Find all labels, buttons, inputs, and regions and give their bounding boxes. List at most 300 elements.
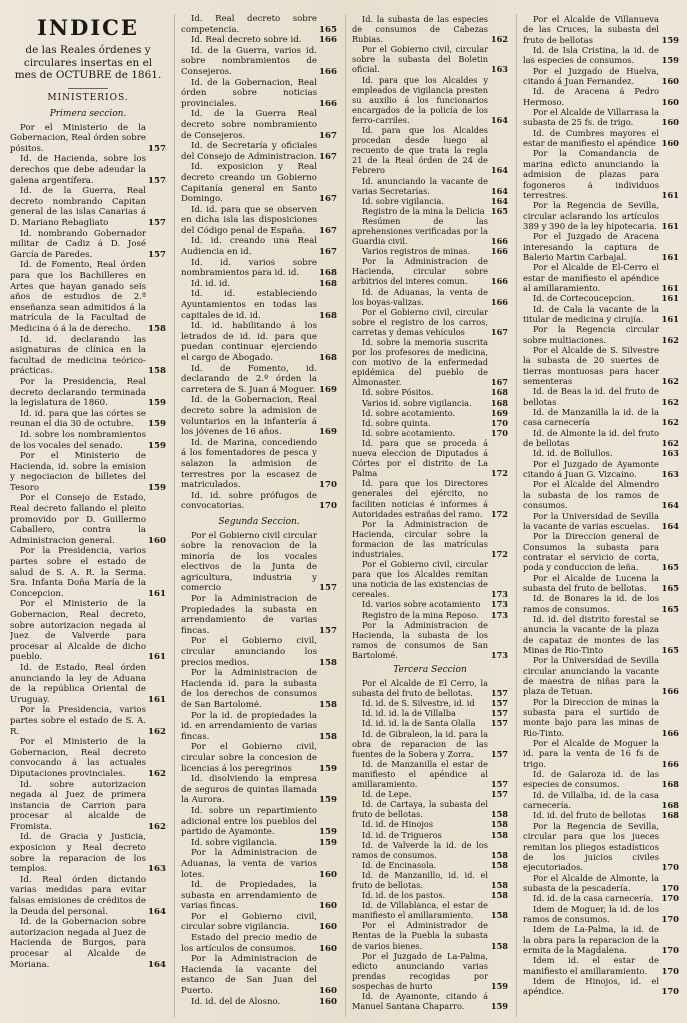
entry-text: Por la Universidad de Sevilla la vacante de varias escuelas. — [523, 510, 659, 531]
entry-text: Por la Administracion de Aduanas, la venta de varios lotes. — [181, 848, 317, 880]
index-entry — [523, 86, 679, 107]
index-entry — [352, 398, 508, 408]
entry-text: Por la Administracion de Hacienda id. para la subasta de los derechos de consumos de San Bartolomé. — [181, 668, 317, 710]
index-entry — [10, 546, 166, 599]
entry-text: Por el Administrador de Rentas de la Puebla la subasta de varios bienes. — [352, 920, 488, 951]
entry-text: Id. id. creando una Real Audiencia en id. — [181, 236, 317, 258]
entry-page-number: 170 — [490, 417, 508, 428]
index-entry — [181, 258, 337, 279]
entry-page-number: 161 — [661, 189, 679, 200]
entry-text: Por el Alcalde de Lucena la subasta del fruto de bellotas. — [523, 572, 659, 593]
entry-text: Por la Regencia circular sobre multiaciones. — [523, 324, 659, 345]
entry-text: Por la Administracion de Hacienda la vacante del estanco de San Juan del Puerto. — [181, 954, 317, 997]
entry-page-number: 158 — [490, 829, 508, 840]
entry-text: Id. para que los Alcaldes procedan desde luego al recuento de que trata la regla 21 de la Real órden de 24 de Febrero — [352, 125, 488, 176]
entry-text: Por la Direccion general de Consumos la subasta para contratar el servicio de corta, poda y conduccion de leña. — [523, 531, 659, 573]
entry-page-number: 167 — [319, 225, 337, 236]
index-entry — [10, 599, 166, 663]
entry-page-number: 165 — [661, 582, 679, 593]
entry-text: Por la id. de propiedades la id. en arrendamiento de varias fincas. — [181, 710, 317, 742]
entry-page-number: 161 — [148, 652, 166, 663]
entry-text: Por la Administracion de Propiedades la subasta en arrendamiento de varias fincas. — [181, 594, 317, 636]
index-entry — [523, 976, 679, 997]
entry-page-number: 168 — [319, 353, 337, 363]
entry-page-number: 169 — [319, 384, 337, 395]
entry-text: Id. id. para que se observen en dicha isla las disposiciones del Código penal de España. — [181, 204, 317, 236]
entry-text: Id. anunciando la vacante de varias Secretarías. — [352, 175, 488, 196]
section-title-primera: Primera seccion. — [49, 109, 127, 120]
index-entry — [352, 14, 508, 44]
entry-text: Por el Gobierno civil, circular sobre el registro de los carros, carretas y demas vehículos — [352, 306, 488, 337]
index-entry — [523, 262, 679, 293]
entry-page-number: 168 — [490, 387, 508, 398]
entry-text: Id. id. id. la de Santa Olalla — [362, 718, 476, 729]
entry-page-number: 158 — [490, 940, 508, 951]
entry-text: Id. de Ayamonte, citando á Manuel Santana Chaparro. — [352, 991, 488, 1012]
entry-text: Id. sobre vigilancia. — [362, 195, 444, 206]
index-entry — [523, 407, 679, 428]
entry-page-number: 162 — [148, 768, 166, 779]
index-entry — [10, 154, 166, 186]
entry-page-number: 158 — [319, 657, 337, 668]
entry-text: Id. id. de la casa carnecería. — [533, 893, 654, 904]
entry-text: Registro de la mina Reposo. — [362, 609, 479, 620]
entry-text: Por el Ministerio de la Gobernacion, Real órden sobre pósitos. — [10, 122, 146, 154]
entry-page-number: 160 — [661, 138, 679, 149]
index-entry — [523, 697, 679, 738]
entry-page-number: 162 — [490, 34, 508, 45]
entry-page-number: 158 — [319, 731, 337, 742]
entry-page-number: 157 — [148, 175, 166, 186]
entry-page-number: 158 — [490, 879, 508, 890]
index-entry — [10, 705, 166, 737]
entry-text: Registro de la mina la Delicia — [362, 205, 485, 216]
entry-page-number: 166 — [661, 758, 679, 769]
entry-page-number: 170 — [661, 893, 679, 904]
entry-text: Id. de Cartaya, la subasta del fruto de bellotas. — [352, 799, 488, 820]
entry-page-number: 170 — [661, 913, 679, 924]
entry-page-number: 157 — [490, 748, 508, 759]
index-entry — [352, 729, 508, 759]
index-entry — [181, 321, 337, 363]
entry-page-number: 161 — [661, 282, 679, 293]
entry-text: Id. de la Guerra Real decreto sobre nombramiento de Consejeros. — [181, 109, 317, 141]
index-entry — [523, 293, 679, 303]
entry-text: Id. id. del fruto de bellotas — [533, 810, 646, 821]
entry-page-number: 168 — [319, 268, 337, 279]
index-entry — [352, 307, 508, 337]
entry-page-number: 164 — [661, 500, 679, 511]
entry-list — [352, 14, 508, 1011]
entry-page-number: 170 — [661, 986, 679, 997]
index-entry — [352, 991, 508, 1011]
index-entry — [181, 997, 337, 1008]
index-entry — [352, 830, 508, 840]
index-entry — [181, 279, 337, 290]
index-entry — [181, 141, 337, 162]
entry-text: Id. sobre un repartimiento adicional entre los pueblos del partido de Ayamonte. — [181, 805, 317, 838]
index-entry — [523, 655, 679, 696]
entry-text: Id. sobre acotamiento. — [362, 427, 456, 438]
column-4 — [516, 14, 679, 1017]
entry-text: Idem de La-Palma, la id. de la obra para la reparacion de la ermita de la Magdalena. — [523, 924, 659, 955]
index-entry — [352, 408, 508, 418]
index-entry — [523, 324, 679, 345]
index-entry — [181, 35, 337, 46]
entry-page-number: 158 — [490, 819, 508, 830]
entry-text: Id. de Fomento, Real órden para que los Bachilleres en Artes que hayan ganado seis años de estudios de 2.ª enseñanza sean admitidos á la matrícula de la Facultad de Medicina ó á la de derecho. — [10, 260, 146, 334]
entry-page-number: 164 — [661, 520, 679, 531]
entry-text: Por el Alcalde del Almendro la subasta de los ramos de consumos. — [523, 479, 659, 511]
entry-text: Id. id. de Trigueros — [362, 829, 442, 840]
index-entry — [10, 451, 166, 493]
entry-page-number: 163 — [661, 448, 679, 459]
entry-text: Id. de la Gobernacion sobre autorizacion negada al Juez de Hacienda de Burgos, para procesar al Alcalde de Moriana. — [10, 917, 146, 970]
index-entry — [352, 951, 508, 991]
entry-text: Id. sobre los nombramientos de los vocales del senado. — [10, 429, 146, 451]
index-entry — [523, 511, 679, 532]
entry-page-number: 162 — [148, 726, 166, 737]
entry-page-number: 172 — [490, 508, 508, 519]
index-entry — [352, 337, 508, 387]
entry-page-number: 157 — [319, 583, 337, 594]
entry-page-number: 157 — [319, 625, 337, 636]
entry-text: Id. de Bonares la id. de los ramos de consumos. — [523, 593, 659, 614]
entry-text: Por la Presidencia, varios partes sobre el estado de S. A. R. — [10, 705, 146, 737]
index-entry — [352, 428, 508, 438]
entry-list — [523, 14, 679, 997]
index-entry — [352, 819, 508, 829]
entry-text: Por el Gobierno civil, circular sobre vigilancia. — [181, 911, 317, 933]
entry-page-number: 157 — [148, 249, 166, 260]
entry-text: Id. de Manzanilla el estar de manifiesto el apéndice al amillaramiento. — [352, 758, 488, 790]
entry-text: Id. sobre vigilancia. — [191, 837, 278, 848]
entry-page-number: 157 — [148, 143, 166, 154]
index-entry — [10, 737, 166, 779]
index-entry — [181, 742, 337, 774]
index-entry — [523, 128, 679, 149]
index-entry — [10, 917, 166, 970]
index-entry — [523, 614, 679, 655]
entry-text: Por el Alcalde de Almonte, la subasta de la pescadería. — [523, 872, 659, 893]
index-entry — [352, 75, 508, 125]
section-title: Tercera Seccion — [393, 665, 467, 675]
index-entry — [181, 806, 337, 838]
entry-text: Id. sobre quinta. — [362, 417, 431, 428]
entry-text: Por la Presidencia, Real decreto declarando terminada la legislatura de 1860. — [10, 376, 146, 409]
index-entry — [523, 769, 679, 790]
entry-page-number: 165 — [490, 205, 508, 216]
index-entry — [523, 200, 679, 231]
index-entry — [523, 148, 679, 200]
entry-text: Por el Gobierno civil circular sobre la renovacion de la minoría de los vocales electivos de la Junta de agricultura, industria y comercio — [181, 530, 317, 594]
entry-text: Id. de Gibraleon, la id. para la obra de reparacion de las fuentes de la Sobera y Zorra. — [352, 728, 488, 759]
index-entry — [352, 438, 508, 478]
index-entry — [523, 573, 679, 594]
entry-text: Id. de Encinasola. — [362, 859, 437, 870]
index-entry — [181, 395, 337, 437]
entry-page-number: 161 — [661, 220, 679, 231]
entry-page-number: 159 — [319, 795, 337, 806]
entry-text: Por el Gobierno civil, circular sobre la concesion de licencias á los peregrinos — [181, 742, 317, 774]
entry-text: Id. varios sobre acotamiento — [362, 599, 481, 610]
index-entry — [352, 840, 508, 860]
entry-text: Id. para que los Alcaldes y empleados de vigilancia presten su auxilio á los funcionarios encargados de la policía de los ferro-carriles. — [352, 74, 488, 125]
entry-page-number: 168 — [661, 810, 679, 821]
entry-page-number: 164 — [490, 195, 508, 206]
entry-page-number: 170 — [319, 501, 337, 512]
index-entry — [181, 78, 337, 110]
index-entry — [352, 678, 508, 698]
entry-page-number: 170 — [661, 965, 679, 976]
entry-text: Id. de Fomento, id. declarando de 2.º órden la carretera de S. Juan á Moguer. — [181, 363, 317, 395]
entry-text: Por el Alcalde de Moguer la id. para la venta de 16 fs de trigo. — [523, 738, 659, 769]
page-subtitle: de las Reales órdenes y circulares insertas en el mes de OCTUBRE de 1861. — [14, 44, 162, 81]
entry-text: Por el Gobierno civil, circular para que los Alcaldes remitan una noticia de las existencias de cereales. — [352, 559, 488, 600]
index-entry — [352, 256, 508, 286]
entry-text: Id. de Beas la id. del fruto de bellotas — [523, 386, 659, 407]
entry-page-number: 159 — [661, 55, 679, 66]
entry-text: Por el Ministerio de la Gobernacion, Real decreto convocando á las actuales Diputaciones provinciales. — [10, 737, 146, 779]
entry-page-number: 173 — [490, 589, 508, 600]
entry-page-number: 172 — [490, 468, 508, 479]
entry-page-number: 162 — [661, 376, 679, 387]
index-entry — [352, 698, 508, 708]
page-title: INDICE — [37, 15, 139, 40]
index-entry — [523, 924, 679, 955]
index-entry — [10, 875, 166, 917]
entry-text: Varios registros de minas. — [362, 246, 471, 257]
entry-page-number: 168 — [319, 310, 337, 321]
entry-page-number: 172 — [490, 548, 508, 559]
entry-page-number: 168 — [661, 779, 679, 790]
index-entry — [523, 66, 679, 87]
entry-page-number: 170 — [490, 427, 508, 438]
entry-text: Id. de Gracia y Justicia, exposicion y Real decreto sobre la reparacion de los templos. — [10, 832, 146, 875]
entry-page-number: 157 — [490, 708, 508, 719]
index-entry — [10, 430, 166, 451]
entry-text: Idem id. el estar de manifiesto el amillaramiento. — [523, 955, 659, 976]
entry-text: Idem de Moguer, la id. de los ramos de consumos. — [523, 903, 659, 924]
entry-page-number: 165 — [661, 562, 679, 573]
entry-text: Id. id. de Bollullos. — [533, 448, 613, 459]
entry-text: Id. sobre acotamiento. — [362, 407, 456, 418]
entry-text: Id. id. estableciendo Ayuntamientos en todas las capitales de id. id. — [181, 289, 317, 321]
index-entry — [181, 438, 337, 491]
entry-page-number: 159 — [661, 34, 679, 45]
entry-page-number: 166 — [319, 98, 337, 109]
entry-page-number: 159 — [148, 440, 166, 451]
entry-page-number: 167 — [319, 194, 337, 205]
entry-text: Id. de Cortecoucepcion. — [533, 293, 635, 304]
index-entry — [523, 593, 679, 614]
index-entry — [523, 873, 679, 894]
index-entry — [181, 594, 337, 636]
entry-page-number: 173 — [490, 609, 508, 620]
index-entry — [181, 933, 337, 954]
entry-page-number: 157 — [490, 698, 508, 709]
entry-text: Por la Administracion de Hacienda, circular sobre la formacion de las matrículas industriales. — [352, 518, 488, 559]
entry-page-number: 167 — [490, 326, 508, 337]
index-entry — [352, 387, 508, 397]
entry-page-number: 161 — [148, 588, 166, 599]
entry-page-number: 158 — [490, 849, 508, 860]
entry-text: Varios id. sobre vigilancia. — [362, 397, 472, 408]
section-title: Segunda Seccion. — [218, 516, 300, 527]
entry-page-number: 168 — [319, 278, 337, 289]
entry-page-number: 161 — [661, 251, 679, 262]
index-entry — [181, 205, 337, 237]
entry-page-number: 160 — [319, 943, 337, 954]
entry-page-number: 170 — [319, 480, 337, 491]
index-entry — [352, 559, 508, 599]
index-entry — [181, 912, 337, 933]
entry-text: Id. de la Gobernacion, Real órden sobre noticias provinciales. — [181, 77, 317, 109]
entry-text: Id. disolviendo la empresa de seguros de quintas llamada la Aurora. — [181, 774, 317, 806]
entry-text: Por la Direccion de minas la subasta para el surtido de monte bajo para las minas de Rio-Tinto. — [523, 696, 659, 738]
entry-page-number: 168 — [490, 397, 508, 408]
entry-text: Por el Gobierno civil, circular sobre la subasta del Boletin oficial. — [352, 44, 488, 75]
entry-page-number: 160 — [319, 922, 337, 933]
index-entry — [352, 708, 508, 718]
entry-page-number: 157 — [490, 718, 508, 729]
index-entry — [181, 289, 337, 321]
entry-text: Id. de Almonte la id. del fruto de bellotas — [523, 427, 659, 449]
entry-text: Por la Administracion de Hacienda, la subasta de los ramos de consumos de San Bartolomé. — [352, 619, 488, 660]
entry-text: Por el Consejo de Estado, Real decreto fallando el pleito promovido por D. Guillermo Caballero, contra la Administracion general. — [10, 493, 146, 546]
entry-text: Por el Ministerio de Hacienda, id. sobre la emision y negociacion de billetes del Tesoro — [10, 451, 146, 493]
entry-page-number: 164 — [148, 906, 166, 917]
entry-page-number: 170 — [661, 882, 679, 893]
entry-text: Id. de Manzanillo, id. id. el fruto de bellotas. — [352, 869, 488, 890]
index-entry — [352, 246, 508, 256]
entry-text: Id. de Aracena á Pedro Hermoso. — [523, 86, 659, 107]
entry-page-number: 162 — [661, 417, 679, 428]
entry-text: Por la Universidad de Sevilla circular anunciando la vacante de maestra de niñas para la plaza de Tetuan. — [523, 655, 659, 697]
index-entry — [352, 176, 508, 196]
entry-text: Id. id. del distrito forestal se anuncia la vacante de la plaza de capataz de montes de las Minas de Rio-Tinto — [523, 613, 659, 655]
index-entry — [181, 848, 337, 880]
entry-text: Id. nombrando Gobernador militar de Cadiz á D. José García de Paredes. — [10, 228, 146, 260]
index-entry — [181, 364, 337, 396]
entry-text: Id. id. declarando las asignaturas de clínica en la facultad de medicina teórico-prácticas. — [10, 334, 146, 377]
entry-page-number: 160 — [661, 76, 679, 87]
entry-text: Id. de la Guerra, Real decreto nombrando Capitan general de las islas Canarias á D. Mariano Rebagliato — [10, 186, 146, 229]
entry-page-number: 162 — [148, 821, 166, 832]
index-entry — [523, 904, 679, 925]
entry-page-number: 160 — [319, 869, 337, 880]
index-entry — [523, 790, 679, 811]
entry-page-number: 173 — [490, 649, 508, 660]
entry-page-number: 158 — [490, 859, 508, 870]
entry-page-number: 165 — [661, 644, 679, 655]
index-entry — [523, 231, 679, 262]
index-entry — [352, 44, 508, 74]
entry-page-number: 158 — [490, 890, 508, 901]
index-entry — [523, 531, 679, 572]
entry-page-number: 159 — [319, 763, 337, 774]
entry-page-number: 157 — [490, 779, 508, 790]
entry-page-number: 164 — [490, 114, 508, 125]
index-entry — [352, 216, 508, 246]
index-entry — [523, 738, 679, 769]
entry-page-number: 162 — [661, 396, 679, 407]
ministry-heading: MINISTERIOS. — [47, 92, 129, 103]
entry-text: Id. de Cala la vacante de la titular de medicina y cirujía. — [523, 303, 659, 324]
index-entry — [523, 479, 679, 510]
index-entry — [352, 519, 508, 559]
entry-page-number: 160 — [661, 117, 679, 128]
entry-page-number: 160 — [319, 996, 337, 1007]
entry-page-number: 163 — [148, 864, 166, 875]
index-entry — [10, 409, 166, 430]
index-entry — [352, 620, 508, 660]
index-entry — [10, 663, 166, 705]
index-entry — [181, 46, 337, 78]
entry-text: Id. de Isla Cristina, la id. de las especies de consumos. — [523, 45, 659, 66]
index-entry — [181, 636, 337, 668]
entry-text: Id. de Villalba, id. de la casa carnecería. — [523, 789, 659, 811]
entry-page-number: 166 — [319, 35, 337, 46]
entry-text: Id. de Estado, Real órden anunciando la ley de Aduana de la república Oriental de Uruguay. — [10, 662, 146, 705]
entry-text: Por el Alcalde de S. Silvestre la subasta de 20 suertes de tierras montuosas para hacer sementeras — [523, 345, 659, 387]
entry-text: Por la Presidencia, varios partes sobre el estado de salud de S. A. R. la Serma. Sra. Infanta Doña María de la Concepcion. — [10, 546, 146, 599]
entry-page-number: 162 — [661, 334, 679, 345]
entry-page-number: 169 — [319, 427, 337, 438]
entry-page-number: 158 — [490, 910, 508, 921]
index-entry — [10, 186, 166, 228]
entry-text: Id. de Marina, concediendo á los fomentadores de pesca y salazon la admision de terrestres por la escasez de matriculados. — [181, 437, 317, 491]
index-entry — [523, 45, 679, 66]
entry-text: Id. id. id. la de Villalba — [362, 708, 456, 719]
index-entry — [523, 810, 679, 820]
index-entry — [181, 491, 337, 512]
entry-text: Por la Regencia de Sevilla, circular para que los jueces remitan los pliegos estadísticos de los juicios civiles ejecutoriados. — [523, 820, 659, 873]
entry-page-number: 166 — [661, 686, 679, 697]
index-entry — [352, 789, 508, 799]
entry-page-number: 169 — [490, 407, 508, 418]
index-entry — [523, 14, 679, 45]
title-divider — [68, 88, 108, 89]
entry-page-number: 159 — [319, 837, 337, 848]
entry-page-number: 164 — [490, 165, 508, 176]
entry-page-number: 163 — [661, 469, 679, 480]
index-entry — [10, 335, 166, 377]
entry-text: Por la Regencia de Sevilla, circular aclarando los artículos 389 y 390 de la ley hipotecaria. — [523, 200, 659, 231]
entry-page-number: 159 — [490, 980, 508, 991]
entry-page-number: 173 — [490, 599, 508, 610]
index-entry — [352, 478, 508, 518]
entry-list — [181, 14, 337, 1007]
entry-text: Por la Comandancia de marina edicto anunciando la admision de plazas para fogoneros á individuos terrestres. — [523, 148, 659, 200]
entry-page-number: 161 — [148, 694, 166, 705]
entry-text: Id. de Cumbres mayores el estar de manifiesto el apéndice — [523, 127, 659, 149]
index-entry — [10, 780, 166, 833]
entry-page-number: 170 — [661, 862, 679, 873]
entry-page-number: 157 — [148, 218, 166, 229]
index-entry — [352, 418, 508, 428]
index-entry — [352, 125, 508, 175]
entry-text: Por el Ministerio de la Gobernacion, Real decreto, sobre autorizacion negada al Juez de Valverde para procesar al Alcalde de dicho pueblo. — [10, 599, 146, 663]
entry-text: Id. exposicion y Real decreto creando un Gobierno Capitanía general en Santo Domingo. — [181, 162, 317, 205]
entry-page-number: 161 — [661, 293, 679, 304]
index-entry — [10, 493, 166, 546]
index-entry — [352, 900, 508, 920]
entry-text: Id. id. para que las córtes se reunan el dia 30 de octubre. — [10, 408, 146, 430]
entry-text: Id. Real órden dictando varias medidas para evitar falsas emisiones de créditos de la Deuda del personal. — [10, 874, 146, 917]
entry-page-number: 157 — [490, 789, 508, 800]
entry-page-number: 164 — [148, 959, 166, 970]
